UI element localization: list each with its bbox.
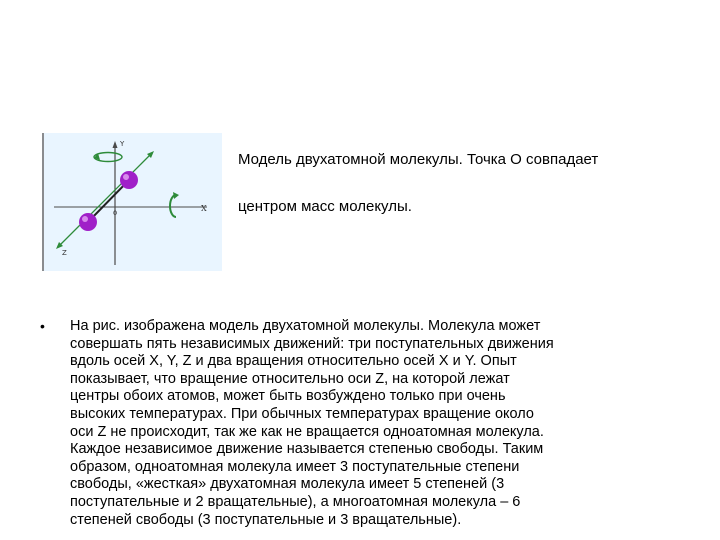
- paragraph-line: образом, одноатомная молекула имеет 3 поступательные степени: [70, 458, 520, 475]
- paragraph-line: поступательные и 2 вращательные), а многоатомная молекула – 6: [70, 493, 521, 510]
- bullet-paragraph: [70, 318, 700, 529]
- y-axis-label: Y: [120, 140, 125, 148]
- z-axis-label: Z: [62, 249, 67, 257]
- caption-line-2: центром масс молекулы.: [238, 198, 412, 215]
- atom-lower-highlight: [82, 216, 88, 222]
- atom-upper-highlight: [123, 174, 129, 180]
- paragraph-line: степеней свободы (3 поступательные и 3 вращательные).: [70, 511, 462, 528]
- atom-lower: [79, 213, 97, 231]
- figure-caption: [238, 150, 698, 217]
- x-axis-label: X: [201, 204, 207, 213]
- paragraph-line: свободы, «жесткая» двухатомная молекула имеет 5 степеней (3: [70, 476, 505, 493]
- bullet-list: [40, 318, 710, 529]
- paragraph-line: совершать пять независимых движений: три поступательных движения: [70, 335, 554, 352]
- paragraph-line: Каждое независимое движение называется степенью свободы. Таким: [70, 441, 544, 458]
- paragraph-line: центры обоих атомов, может быть возбуждено только при очень: [70, 388, 506, 405]
- caption-line-1: Модель двухатомной молекулы. Точка О совпадает: [238, 151, 599, 168]
- paragraph-line: оси Z не происходит, так же как не вращается одноатомная молекула.: [70, 423, 544, 440]
- molecule-svg: [42, 133, 222, 271]
- paragraph-line: На рис. изображена модель двухатомной молекулы. Молекула может: [70, 318, 541, 334]
- molecule-diagram: [42, 133, 222, 271]
- diagram-background: [42, 133, 222, 271]
- paragraph-line: показывает, что вращение относительно оси Z, на которой лежат: [70, 370, 510, 387]
- atom-upper: [120, 171, 138, 189]
- paragraph-line: вдоль осей X, Y, Z и два вращения относительно осей X и Y. Опыт: [70, 353, 517, 370]
- origin-label: 0: [113, 209, 118, 217]
- paragraph-line: высоких температурах. При обычных температурах вращение около: [70, 405, 534, 422]
- bullet-marker: •: [40, 318, 45, 334]
